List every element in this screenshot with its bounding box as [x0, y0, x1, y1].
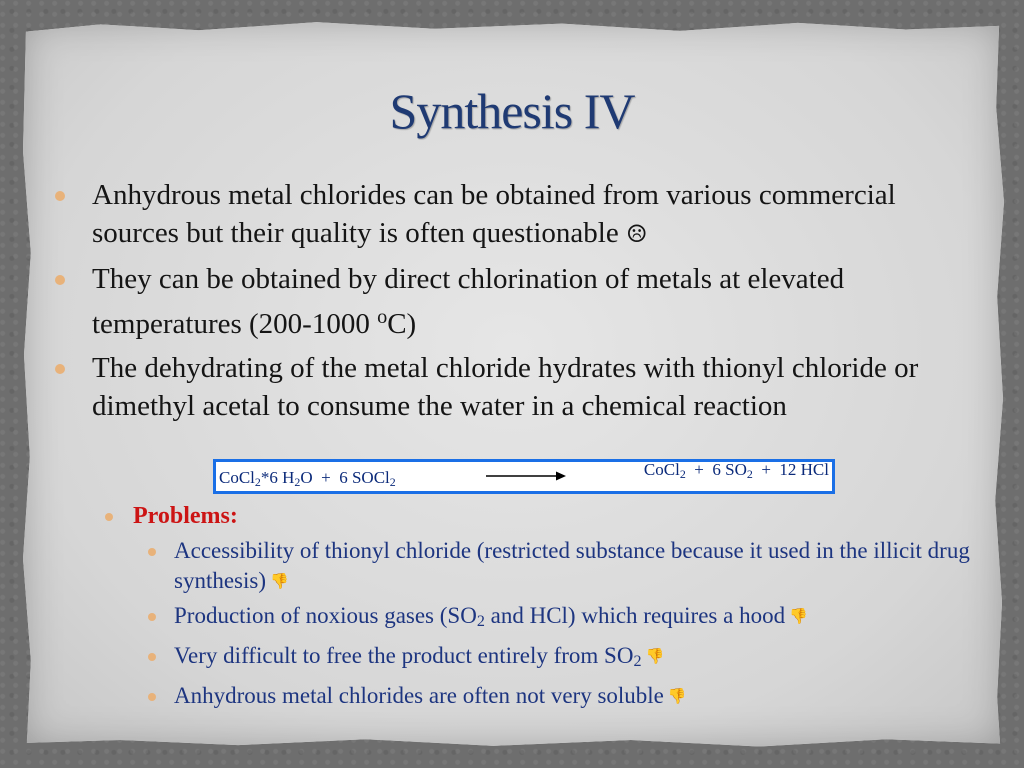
list-item: Accessibility of thionyl chloride (restricted substance because it used in the illicit drug synthesis) 👎: [148, 536, 985, 597]
bullet-text-end: C): [387, 308, 417, 340]
main-bullet-list: [55, 176, 975, 431]
bullet-text: The dehydrating of the metal chloride hydrates with thionyl chloride or dimethyl acetal to consume the water in a chemical reaction: [92, 352, 919, 422]
bullet-dot-icon: [55, 275, 65, 285]
list-item: Anhydrous metal chlorides are often not very soluble 👎: [148, 681, 985, 712]
list-item: Very difficult to free the product entirely from $SO_2$ 👎: [148, 641, 985, 677]
bullet-item: [55, 176, 975, 254]
bullet-item: [55, 349, 975, 425]
bullet-text: Anhydrous metal chlorides can be obtained from various commercial sources but their quality is often questionable: [92, 179, 896, 249]
bullet-dot-icon: [55, 364, 65, 374]
thumbs-down-icon: 👎: [270, 574, 289, 590]
problems-heading: Problems:: [105, 503, 985, 530]
problems-section: [105, 503, 985, 716]
bullet-dot-icon: [148, 548, 156, 556]
bullet-text: They can be obtained by direct chlorination of metals at elevated temperatures (200-1000: [92, 263, 845, 340]
equation-reactants: CoCl$_2$*6 $H_2O + 6$ SOCl$_2$: [219, 468, 396, 489]
equation-products: CoCl$_2$ + 6 $SO_2 + 12$ HCl: [643, 460, 829, 481]
problems-list: [148, 536, 985, 712]
reaction-arrow-icon: [486, 470, 566, 482]
bullet-dot-icon: [105, 513, 113, 521]
thumbs-down-icon: 👎: [789, 609, 808, 625]
bullet-item: [55, 260, 975, 343]
bullet-dot-icon: [148, 693, 156, 701]
degree-sup: o: [377, 306, 388, 328]
bullet-dot-icon: [148, 613, 156, 621]
thumbs-down-icon: 👎: [645, 649, 665, 665]
slide-title: Synthesis IV: [389, 83, 635, 139]
sad-face-icon: ☹: [625, 222, 648, 248]
thumbs-down-icon: 👎: [667, 689, 687, 705]
bullet-dot-icon: [148, 653, 156, 661]
reaction-equation-box: [213, 459, 835, 494]
bullet-dot-icon: [55, 191, 65, 201]
list-item: Production of noxious gases ($SO_2$ and HCl) which requires a hood 👎: [148, 601, 985, 637]
